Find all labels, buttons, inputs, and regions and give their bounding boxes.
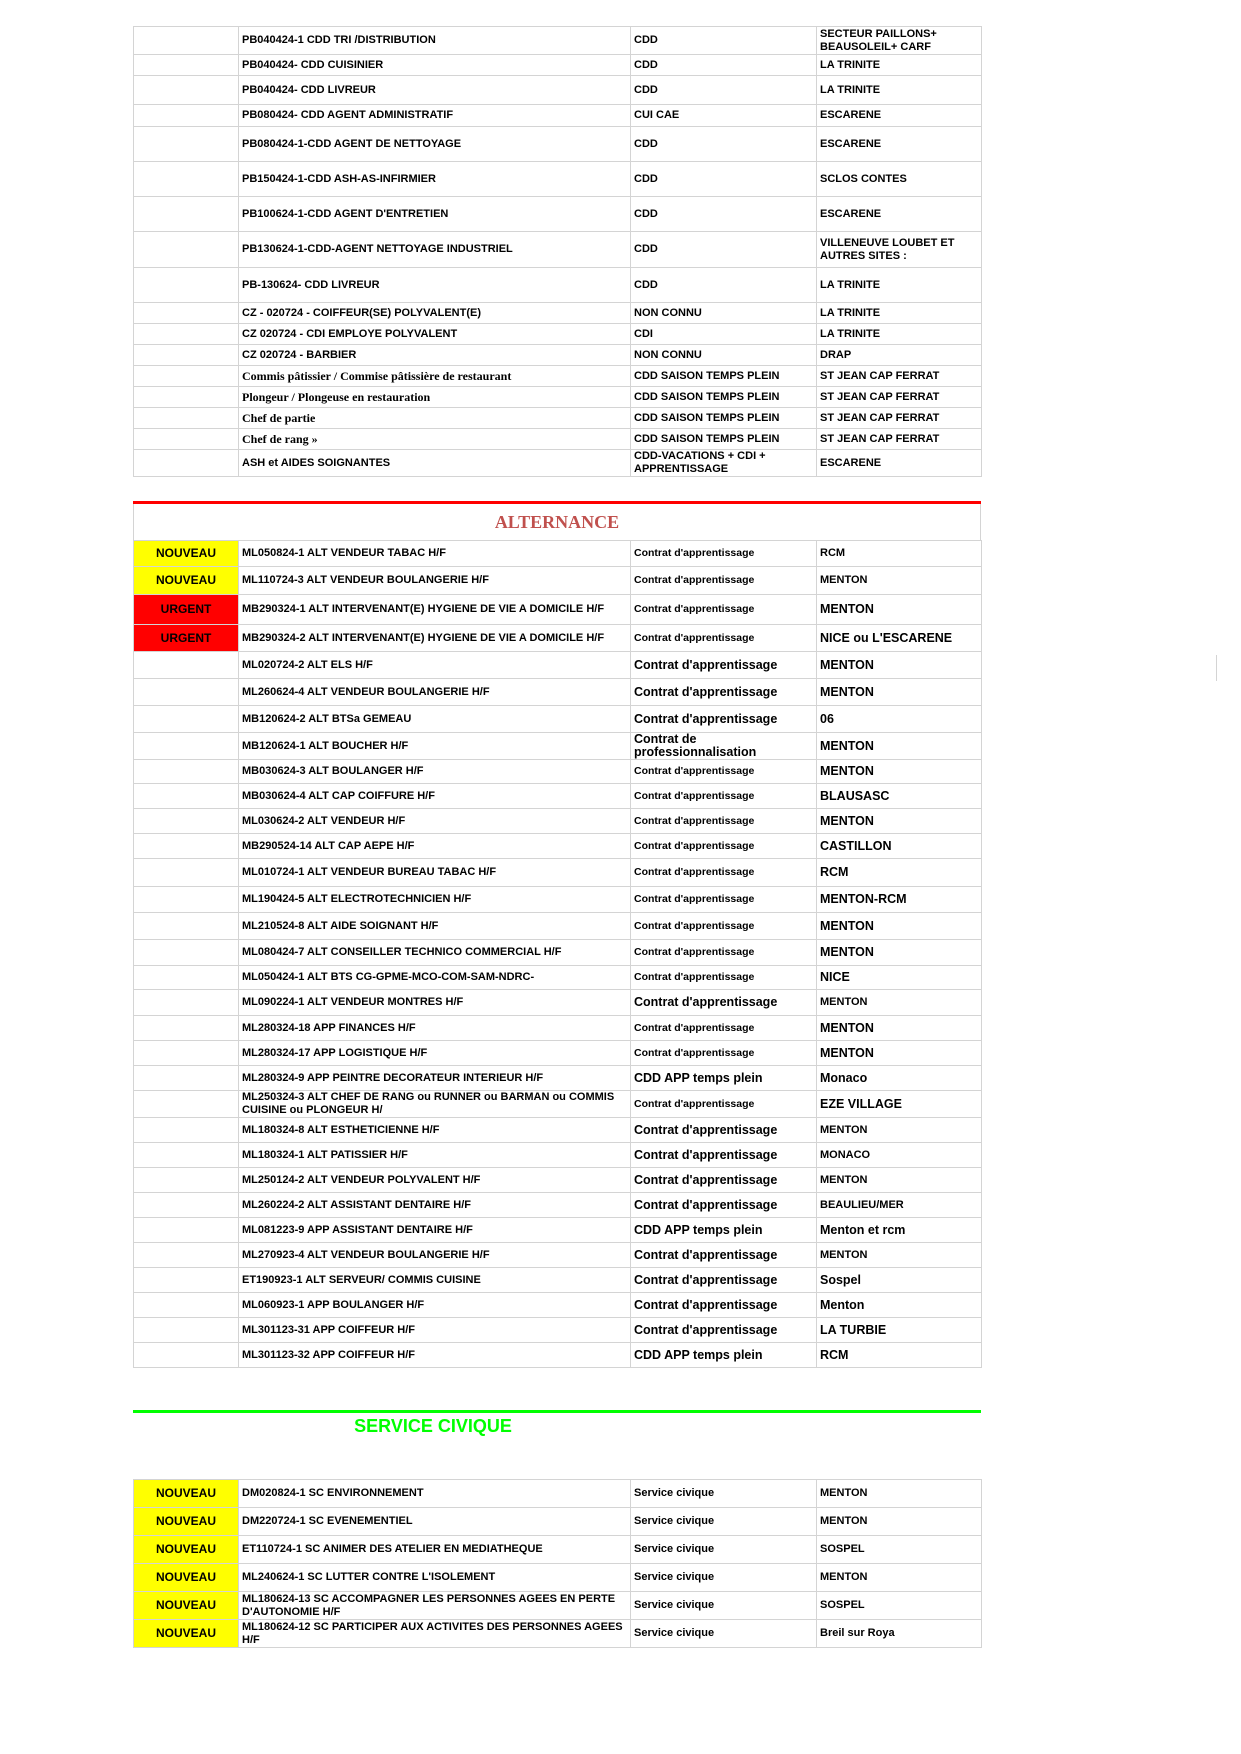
- contract-type: Contrat d'apprentissage: [631, 966, 817, 990]
- tag-cell: [134, 450, 239, 477]
- contract-type: CDD: [631, 162, 817, 197]
- table-row: [134, 595, 982, 625]
- contract-type: Contrat d'apprentissage: [631, 834, 817, 859]
- tag-cell: [134, 1091, 239, 1118]
- tag-cell: [134, 268, 239, 303]
- contract-type: CDD: [631, 27, 817, 55]
- nouveau-badge: NOUVEAU: [134, 541, 239, 567]
- tag-cell: [134, 679, 239, 706]
- offer-title[interactable]: PB040424- CDD LIVREUR: [239, 76, 631, 105]
- tag-cell: [134, 105, 239, 127]
- contract-type: Contrat d'apprentissage: [631, 1143, 817, 1168]
- tag-cell: [134, 55, 239, 76]
- offer-title[interactable]: ET190923-1 ALT SERVEUR/ COMMIS CUISINE: [239, 1268, 631, 1293]
- location: LA TRINITE: [817, 76, 982, 105]
- nouveau-badge: NOUVEAU: [134, 1620, 239, 1648]
- nouveau-badge: NOUVEAU: [134, 1536, 239, 1564]
- contract-type: Contrat d'apprentissage: [631, 625, 817, 652]
- table-row: [134, 1508, 982, 1536]
- contract-type: Contrat d'apprentissage: [631, 679, 817, 706]
- offer-title[interactable]: Commis pâtissier / Commise pâtissière de restaurant: [239, 366, 631, 387]
- table-row: [134, 1091, 982, 1118]
- contract-type: NON CONNU: [631, 345, 817, 366]
- table-row: [134, 859, 982, 887]
- tag-cell: [134, 1193, 239, 1218]
- offer-title[interactable]: MB120624-1 ALT BOUCHER H/F: [239, 733, 631, 760]
- offer-title[interactable]: PB-130624- CDD LIVREUR: [239, 268, 631, 303]
- table-row: [134, 541, 982, 567]
- contract-type: Contrat d'apprentissage: [631, 541, 817, 567]
- tag-cell: [134, 1268, 239, 1293]
- offer-title[interactable]: ML280324-9 APP PEINTRE DECORATEUR INTERIEUR H/F: [239, 1066, 631, 1091]
- nouveau-badge: NOUVEAU: [134, 1508, 239, 1536]
- contract-type: CDD SAISON TEMPS PLEIN: [631, 366, 817, 387]
- offer-title[interactable]: CZ - 020724 - COIFFEUR(SE) POLYVALENT(E): [239, 303, 631, 324]
- location: MENTON: [817, 1041, 982, 1066]
- table-row: [134, 1066, 982, 1091]
- nouveau-badge: NOUVEAU: [134, 1592, 239, 1620]
- location: MENTON: [817, 595, 982, 625]
- tag-cell: [134, 197, 239, 232]
- offer-title[interactable]: PB130624-1-CDD-AGENT NETTOYAGE INDUSTRIEL: [239, 232, 631, 268]
- offer-title[interactable]: ML250124-2 ALT VENDEUR POLYVALENT H/F: [239, 1168, 631, 1193]
- alternance-section-title: ALTERNANCE: [133, 504, 981, 540]
- offer-title[interactable]: ML050424-1 ALT BTS CG-GPME-MCO-COM-SAM-NDRC-: [239, 966, 631, 990]
- tag-cell: [134, 76, 239, 105]
- table-row: [134, 127, 982, 162]
- offers-table-service-civique: [133, 1479, 982, 1648]
- location: RCM: [817, 859, 982, 887]
- contract-type: Service civique: [631, 1564, 817, 1592]
- contract-type: CDD: [631, 268, 817, 303]
- contract-type: Contrat d'apprentissage: [631, 859, 817, 887]
- offer-title[interactable]: ML180324-1 ALT PATISSIER H/F: [239, 1143, 631, 1168]
- offer-title[interactable]: DM220724-1 SC EVENEMENTIEL: [239, 1508, 631, 1536]
- offer-title[interactable]: MB290324-1 ALT INTERVENANT(E) HYGIENE DE VIE A DOMICILE H/F: [239, 595, 631, 625]
- location: MENTON: [817, 1243, 982, 1268]
- tag-cell: [134, 1343, 239, 1368]
- contract-type: Contrat d'apprentissage: [631, 940, 817, 966]
- table-row: [134, 429, 982, 450]
- tag-cell: [134, 232, 239, 268]
- location: MENTON: [817, 1480, 982, 1508]
- offer-title[interactable]: PB040424-1 CDD TRI /DISTRIBUTION: [239, 27, 631, 55]
- location: MENTON-RCM: [817, 887, 982, 913]
- table-row: [134, 345, 982, 366]
- tag-cell: [134, 784, 239, 809]
- location: MENTON: [817, 679, 982, 706]
- location: ST JEAN CAP FERRAT: [817, 387, 982, 408]
- offer-title[interactable]: DM020824-1 SC ENVIRONNEMENT: [239, 1480, 631, 1508]
- urgent-badge: URGENT: [134, 595, 239, 625]
- contract-type: Contrat d'apprentissage: [631, 706, 817, 733]
- table-row: [134, 55, 982, 76]
- offer-title[interactable]: ML260224-2 ALT ASSISTANT DENTAIRE H/F: [239, 1193, 631, 1218]
- table-row: [134, 706, 982, 733]
- location: MENTON: [817, 1016, 982, 1041]
- offer-title[interactable]: ASH et AIDES SOIGNANTES: [239, 450, 631, 477]
- location: SECTEUR PAILLONS+ BEAUSOLEIL+ CARF: [817, 27, 982, 55]
- contract-type: CDI: [631, 324, 817, 345]
- tag-cell: [134, 1118, 239, 1143]
- location: MENTON: [817, 652, 982, 679]
- tag-cell: [134, 834, 239, 859]
- location: ESCARENE: [817, 127, 982, 162]
- contract-type: Contrat d'apprentissage: [631, 567, 817, 595]
- location: MENTON: [817, 733, 982, 760]
- location: SOSPEL: [817, 1536, 982, 1564]
- table-row: [134, 733, 982, 760]
- contract-type: Contrat d'apprentissage: [631, 1091, 817, 1118]
- tag-cell: [134, 324, 239, 345]
- offer-title[interactable]: Chef de partie: [239, 408, 631, 429]
- tag-cell: [134, 887, 239, 913]
- offer-title[interactable]: MB030624-4 ALT CAP COIFFURE H/F: [239, 784, 631, 809]
- table-row: [134, 966, 982, 990]
- table-row: [134, 679, 982, 706]
- table-row: [134, 303, 982, 324]
- offer-title[interactable]: ML260624-4 ALT VENDEUR BOULANGERIE H/F: [239, 679, 631, 706]
- location: Sospel: [817, 1268, 982, 1293]
- location: LA TRINITE: [817, 303, 982, 324]
- table-row: [134, 450, 982, 477]
- location: LA TRINITE: [817, 324, 982, 345]
- location: ST JEAN CAP FERRAT: [817, 429, 982, 450]
- location: EZE VILLAGE: [817, 1091, 982, 1118]
- contract-type: CDD: [631, 76, 817, 105]
- offer-title[interactable]: ML240624-1 SC LUTTER CONTRE L'ISOLEMENT: [239, 1564, 631, 1592]
- contract-type: CDD APP temps plein: [631, 1066, 817, 1091]
- table-row: [134, 1193, 982, 1218]
- contract-type: Contrat d'apprentissage: [631, 990, 817, 1016]
- location: NICE: [817, 966, 982, 990]
- offer-title[interactable]: ML180624-13 SC ACCOMPAGNER LES PERSONNES AGEES EN PERTE D'AUTONOMIE H/F: [239, 1592, 631, 1620]
- contract-type: Contrat d'apprentissage: [631, 887, 817, 913]
- tag-cell: [134, 1293, 239, 1318]
- offer-title[interactable]: MB120624-2 ALT BTSa GEMEAU: [239, 706, 631, 733]
- table-row: [134, 567, 982, 595]
- location: MENTON: [817, 990, 982, 1016]
- offer-title[interactable]: ML190424-5 ALT ELECTROTECHNICIEN H/F: [239, 887, 631, 913]
- table-row: [134, 1016, 982, 1041]
- location: MENTON: [817, 760, 982, 784]
- contract-type: Contrat d'apprentissage: [631, 913, 817, 940]
- tag-cell: [134, 345, 239, 366]
- location: MENTON: [817, 1564, 982, 1592]
- location: LA TURBIE: [817, 1318, 982, 1343]
- contract-type: CDD SAISON TEMPS PLEIN: [631, 408, 817, 429]
- offer-title[interactable]: PB080424-1-CDD AGENT DE NETTOYAGE: [239, 127, 631, 162]
- table-row: [134, 940, 982, 966]
- contract-type: NON CONNU: [631, 303, 817, 324]
- offer-title[interactable]: ML020724-2 ALT ELS H/F: [239, 652, 631, 679]
- tag-cell: [134, 1016, 239, 1041]
- location: MENTON: [817, 1168, 982, 1193]
- table-row: [134, 324, 982, 345]
- location: MENTON: [817, 567, 982, 595]
- table-row: [134, 809, 982, 834]
- tag-cell: [134, 859, 239, 887]
- offer-title[interactable]: ML280324-17 APP LOGISTIQUE H/F: [239, 1041, 631, 1066]
- offer-title[interactable]: ML081223-9 APP ASSISTANT DENTAIRE H/F: [239, 1218, 631, 1243]
- contract-type: CDD: [631, 55, 817, 76]
- tag-cell: [134, 966, 239, 990]
- tag-cell: [134, 760, 239, 784]
- contract-type: Contrat d'apprentissage: [631, 652, 817, 679]
- location: Menton: [817, 1293, 982, 1318]
- offer-title[interactable]: ML180324-8 ALT ESTHETICIENNE H/F: [239, 1118, 631, 1143]
- tag-cell: [134, 940, 239, 966]
- tag-cell: [134, 1318, 239, 1343]
- location: MENTON: [817, 1508, 982, 1536]
- tag-cell: [134, 429, 239, 450]
- contract-type: Contrat de professionnalisation: [631, 733, 817, 760]
- tag-cell: [134, 706, 239, 733]
- contract-type: Contrat d'apprentissage: [631, 1016, 817, 1041]
- table-row: [134, 1536, 982, 1564]
- tag-cell: [134, 1143, 239, 1168]
- location: ESCARENE: [817, 197, 982, 232]
- location: MENTON: [817, 913, 982, 940]
- location: LA TRINITE: [817, 268, 982, 303]
- contract-type: Contrat d'apprentissage: [631, 1243, 817, 1268]
- table-row: [134, 1293, 982, 1318]
- tag-cell: [134, 1218, 239, 1243]
- offer-title[interactable]: ML250324-3 ALT CHEF DE RANG ou RUNNER ou BARMAN ou COMMIS CUISINE ou PLONGEUR H/: [239, 1091, 631, 1118]
- table-row: [134, 232, 982, 268]
- contract-type: Service civique: [631, 1536, 817, 1564]
- offer-title[interactable]: ET110724-1 SC ANIMER DES ATELIER EN MEDIATHEQUE: [239, 1536, 631, 1564]
- tag-cell: [134, 1066, 239, 1091]
- contract-type: Service civique: [631, 1620, 817, 1648]
- offer-title[interactable]: MB030624-3 ALT BOULANGER H/F: [239, 760, 631, 784]
- offers-table-top: [133, 26, 982, 477]
- tag-cell: [134, 408, 239, 429]
- contract-type: Service civique: [631, 1592, 817, 1620]
- table-row: [134, 834, 982, 859]
- location: MENTON: [817, 940, 982, 966]
- location: LA TRINITE: [817, 55, 982, 76]
- contract-type: Service civique: [631, 1480, 817, 1508]
- location: ESCARENE: [817, 450, 982, 477]
- offer-title[interactable]: ML180624-12 SC PARTICIPER AUX ACTIVITES DES PERSONNES AGEES H/F: [239, 1620, 631, 1648]
- location: SOSPEL: [817, 1592, 982, 1620]
- location: NICE ou L'ESCARENE: [817, 625, 982, 652]
- nouveau-badge: NOUVEAU: [134, 1564, 239, 1592]
- table-row: [134, 760, 982, 784]
- table-row: [134, 1318, 982, 1343]
- table-row: [134, 76, 982, 105]
- table-row: [134, 990, 982, 1016]
- offer-title[interactable]: PB080424- CDD AGENT ADMINISTRATIF: [239, 105, 631, 127]
- location: BLAUSASC: [817, 784, 982, 809]
- tag-cell: [134, 27, 239, 55]
- tag-cell: [134, 990, 239, 1016]
- contract-type: Contrat d'apprentissage: [631, 1193, 817, 1218]
- tag-cell: [134, 162, 239, 197]
- table-row: [134, 784, 982, 809]
- table-row: [134, 1041, 982, 1066]
- offer-title[interactable]: MB290324-2 ALT INTERVENANT(E) HYGIENE DE VIE A DOMICILE H/F: [239, 625, 631, 652]
- location: SCLOS CONTES: [817, 162, 982, 197]
- table-row: [134, 268, 982, 303]
- contract-type: Service civique: [631, 1508, 817, 1536]
- offer-title[interactable]: PB150424-1-CDD ASH-AS-INFIRMIER: [239, 162, 631, 197]
- table-row: [134, 1480, 982, 1508]
- contract-type: CDD SAISON TEMPS PLEIN: [631, 387, 817, 408]
- table-row: [134, 1592, 982, 1620]
- table-row: [134, 1118, 982, 1143]
- offer-title[interactable]: ML030624-2 ALT VENDEUR H/F: [239, 809, 631, 834]
- table-row: [134, 27, 982, 55]
- offer-title[interactable]: ML270923-4 ALT VENDEUR BOULANGERIE H/F: [239, 1243, 631, 1268]
- table-row: [134, 652, 982, 679]
- tag-cell: [134, 809, 239, 834]
- offer-title[interactable]: ML301123-32 APP COIFFEUR H/F: [239, 1343, 631, 1368]
- offer-title[interactable]: ML050824-1 ALT VENDEUR TABAC H/F: [239, 541, 631, 567]
- table-row: [134, 1564, 982, 1592]
- location: ESCARENE: [817, 105, 982, 127]
- service-civique-section-title: SERVICE CIVIQUE: [354, 1416, 512, 1436]
- offer-title[interactable]: PB040424- CDD CUISINIER: [239, 55, 631, 76]
- location: RCM: [817, 541, 982, 567]
- table-row: [134, 1143, 982, 1168]
- location: Monaco: [817, 1066, 982, 1091]
- location: ST JEAN CAP FERRAT: [817, 408, 982, 429]
- contract-type: CDD: [631, 197, 817, 232]
- contract-type: Contrat d'apprentissage: [631, 1118, 817, 1143]
- offer-title[interactable]: Plongeur / Plongeuse en restauration: [239, 387, 631, 408]
- location: MONACO: [817, 1143, 982, 1168]
- tag-cell: [134, 1243, 239, 1268]
- offer-title[interactable]: ML280324-18 APP FINANCES H/F: [239, 1016, 631, 1041]
- table-row: [134, 162, 982, 197]
- location: CASTILLON: [817, 834, 982, 859]
- contract-type: CDD APP temps plein: [631, 1343, 817, 1368]
- contract-type: Contrat d'apprentissage: [631, 1268, 817, 1293]
- table-row: [134, 1620, 982, 1648]
- offer-title[interactable]: MB290524-14 ALT CAP AEPE H/F: [239, 834, 631, 859]
- nouveau-badge: NOUVEAU: [134, 1480, 239, 1508]
- offer-title[interactable]: Chef de rang »: [239, 429, 631, 450]
- location: ST JEAN CAP FERRAT: [817, 366, 982, 387]
- location: MENTON: [817, 809, 982, 834]
- tag-cell: [134, 1041, 239, 1066]
- service-civique-divider: [133, 1410, 981, 1413]
- table-row: [134, 1168, 982, 1193]
- contract-type: CDD: [631, 127, 817, 162]
- table-row: [134, 366, 982, 387]
- tag-cell: [134, 733, 239, 760]
- location: Menton et rcm: [817, 1218, 982, 1243]
- contract-type: Contrat d'apprentissage: [631, 760, 817, 784]
- contract-type: Contrat d'apprentissage: [631, 1293, 817, 1318]
- table-row: [134, 105, 982, 127]
- tag-cell: [134, 652, 239, 679]
- table-row: [134, 197, 982, 232]
- offer-title[interactable]: CZ 020724 - BARBIER: [239, 345, 631, 366]
- location: MENTON: [817, 1118, 982, 1143]
- contract-type: Contrat d'apprentissage: [631, 595, 817, 625]
- table-row: [134, 913, 982, 940]
- table-row: [134, 1343, 982, 1368]
- contract-type: CDD: [631, 232, 817, 268]
- offers-table-alternance: [133, 540, 982, 1368]
- offer-title[interactable]: ML090224-1 ALT VENDEUR MONTRES H/F: [239, 990, 631, 1016]
- table-row: [134, 887, 982, 913]
- table-row: [134, 1218, 982, 1243]
- table-row: [134, 1243, 982, 1268]
- location: DRAP: [817, 345, 982, 366]
- contract-type: Contrat d'apprentissage: [631, 784, 817, 809]
- location: 06: [817, 706, 982, 733]
- tag-cell: [134, 366, 239, 387]
- contract-type: CUI CAE: [631, 105, 817, 127]
- offer-title[interactable]: CZ 020724 - CDI EMPLOYE POLYVALENT: [239, 324, 631, 345]
- offer-title[interactable]: ML110724-3 ALT VENDEUR BOULANGERIE H/F: [239, 567, 631, 595]
- offer-title[interactable]: ML301123-31 APP COIFFEUR H/F: [239, 1318, 631, 1343]
- contract-type: CDD APP temps plein: [631, 1218, 817, 1243]
- tag-cell: [134, 1168, 239, 1193]
- contract-type: Contrat d'apprentissage: [631, 1041, 817, 1066]
- contract-type: Contrat d'apprentissage: [631, 809, 817, 834]
- location: BEAULIEU/MER: [817, 1193, 982, 1218]
- page-edge-mark: [1216, 655, 1217, 681]
- contract-type: CDD-VACATIONS + CDI + APPRENTISSAGE: [631, 450, 817, 477]
- table-row: [134, 408, 982, 429]
- contract-type: CDD SAISON TEMPS PLEIN: [631, 429, 817, 450]
- table-row: [134, 387, 982, 408]
- contract-type: Contrat d'apprentissage: [631, 1318, 817, 1343]
- table-row: [134, 625, 982, 652]
- tag-cell: [134, 387, 239, 408]
- tag-cell: [134, 913, 239, 940]
- tag-cell: [134, 303, 239, 324]
- offer-title[interactable]: ML060923-1 APP BOULANGER H/F: [239, 1293, 631, 1318]
- location: Breil sur Roya: [817, 1620, 982, 1648]
- location: RCM: [817, 1343, 982, 1368]
- offer-title[interactable]: ML080424-7 ALT CONSEILLER TECHNICO COMMERCIAL H/F: [239, 940, 631, 966]
- tag-cell: [134, 127, 239, 162]
- offer-title[interactable]: ML010724-1 ALT VENDEUR BUREAU TABAC H/F: [239, 859, 631, 887]
- location: VILLENEUVE LOUBET ET AUTRES SITES :: [817, 232, 982, 268]
- nouveau-badge: NOUVEAU: [134, 567, 239, 595]
- offer-title[interactable]: ML210524-8 ALT AIDE SOIGNANT H/F: [239, 913, 631, 940]
- urgent-badge: URGENT: [134, 625, 239, 652]
- contract-type: Contrat d'apprentissage: [631, 1168, 817, 1193]
- table-row: [134, 1268, 982, 1293]
- offer-title[interactable]: PB100624-1-CDD AGENT D'ENTRETIEN: [239, 197, 631, 232]
